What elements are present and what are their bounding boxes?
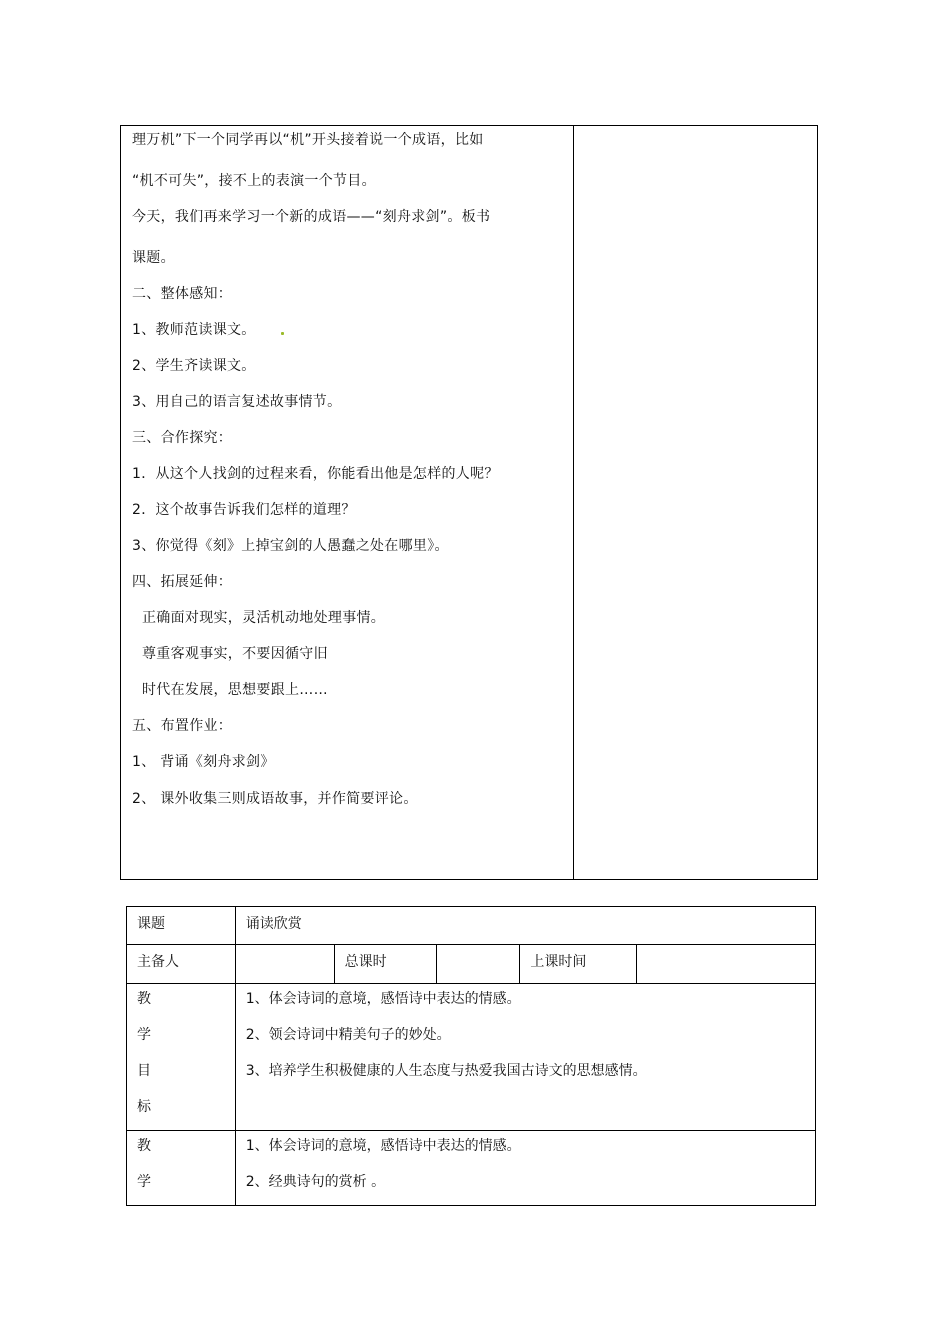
focus-content-cell <box>235 1131 815 1206</box>
speck-mark <box>281 332 284 335</box>
class-time-value-cell <box>637 945 816 984</box>
procedure-line: 2、学生齐读课文。 <box>132 358 256 374</box>
focus-item: 1、体会诗词的意境，感悟诗中表达的情感。 <box>245 1138 521 1154</box>
procedure-line: 时代在发展，思想要跟上…… <box>142 682 328 698</box>
goals-label-char: 学 <box>137 1027 151 1043</box>
topic-value-cell <box>235 907 815 945</box>
section-heading: 二、整体感知： <box>132 286 233 302</box>
preparer-label-cell <box>127 945 236 984</box>
procedure-line: 3、你觉得《刻》上掉宝剑的人愚蠢之处在哪里》。 <box>132 538 449 554</box>
total-hours-value-cell <box>436 945 520 984</box>
lesson-info-table <box>126 906 816 1206</box>
focus-label-char: 教 <box>137 1138 151 1154</box>
goal-item: 2、领会诗词中精美句子的妙处。 <box>245 1027 451 1043</box>
section-heading: 三、合作探究： <box>132 430 233 446</box>
procedure-line: 3、用自己的语言复述故事情节。 <box>132 394 342 410</box>
procedure-line: 理万机”下一个同学再以“机”开头接着说一个成语，比如 <box>132 132 484 148</box>
class-time-label: 上课时间 <box>530 954 587 970</box>
topic-row <box>127 907 816 945</box>
total-hours-label-cell <box>334 945 436 984</box>
section-heading: 五、布置作业： <box>132 718 233 734</box>
section-heading: 四、拓展延伸： <box>132 574 233 590</box>
class-time-label-cell <box>520 945 637 984</box>
class-time-value <box>637 945 815 953</box>
procedure-line: 2、 课外收集三则成语故事，并作简要评论。 <box>132 791 418 807</box>
procedure-line: 1、教师范读课文。 <box>132 322 256 338</box>
focus-label-char: 学 <box>137 1174 151 1190</box>
goals-label-char: 标 <box>137 1099 151 1115</box>
meta-row <box>127 945 816 984</box>
procedure-line: 正确面对现实，灵活机动地处理事情。 <box>142 610 386 626</box>
lesson-procedure-table <box>120 125 818 880</box>
topic-label: 课题 <box>137 916 165 932</box>
procedure-line: 1、 背诵《刻舟求剑》 <box>132 754 275 770</box>
procedure-line: 1．从这个人找剑的过程来看，你能看出他是怎样的人呢？ <box>132 466 499 482</box>
procedure-line: 尊重客观事实，不要因循守旧 <box>142 646 328 662</box>
goals-label-cell <box>127 984 236 1131</box>
total-hours-value <box>437 945 520 953</box>
focus-row <box>127 1131 816 1206</box>
goal-item: 1、体会诗词的意境，感悟诗中表达的情感。 <box>245 991 521 1007</box>
preparer-value-cell <box>235 945 334 984</box>
focus-label-cell <box>127 1131 236 1206</box>
procedure-line: “机不可失”，接不上的表演一个节目。 <box>132 173 376 189</box>
lesson-procedure-cell <box>121 126 574 879</box>
preparer-label: 主备人 <box>137 954 179 970</box>
preparer-value <box>236 945 334 953</box>
procedure-line: 今天，我们再来学习一个新的成语——“刻舟求剑”。板书 <box>132 209 491 225</box>
goal-item: 3、培养学生积极健康的人生态度与热爱我国古诗文的思想感情。 <box>245 1063 647 1079</box>
topic-label-cell <box>127 907 236 945</box>
focus-item: 2、经典诗句的赏析 。 <box>245 1174 386 1190</box>
goals-label-char: 教 <box>137 991 151 1007</box>
topic-value: 诵读欣赏 <box>245 916 302 932</box>
total-hours-label: 总课时 <box>344 954 387 970</box>
goals-label-char: 目 <box>137 1063 151 1079</box>
procedure-line: 课题。 <box>132 250 175 266</box>
goals-content-cell <box>235 984 815 1131</box>
goals-row <box>127 984 816 1131</box>
procedure-line: 2．这个故事告诉我们怎样的道理？ <box>132 502 356 518</box>
notes-cell <box>574 126 817 879</box>
